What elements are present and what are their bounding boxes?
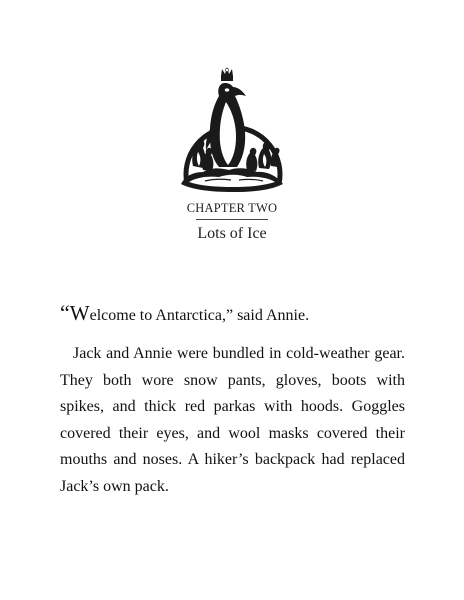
chapter-divider — [196, 219, 268, 220]
opening-line — [60, 300, 405, 330]
opening-text: elcome to Antarctica,” said Annie. — [89, 307, 310, 324]
opening-quote-mark: “ — [60, 300, 70, 325]
penguin-emblem-icon — [175, 66, 291, 196]
chapter-title: Lots of Ice — [197, 225, 267, 242]
chapter-number: CHAPTER TWO — [186, 201, 278, 215]
opening-initial: W — [69, 301, 90, 325]
body-paragraph: Jack and Annie were bundled in cold-weather gear. They both wore snow pants, gloves, boots with spikes, and thick red parkas with hoods. Goggles covered their eyes, and wool masks covered their mouths and noses. A hiker’s backpack had replaced Jack’s own pack. — [60, 345, 405, 495]
